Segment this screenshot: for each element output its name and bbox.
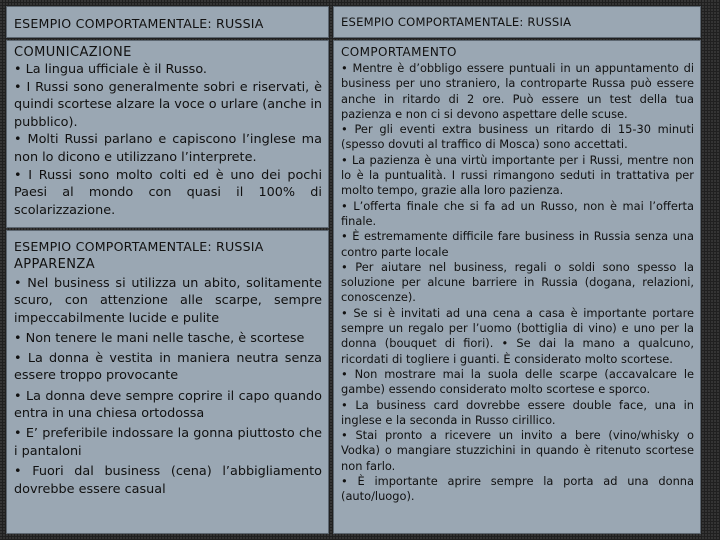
- list-item: • Non tenere le mani nelle tasche, è scortese: [14, 330, 322, 348]
- list-item: • Stai pronto a ricevere un invito a bere (vino/whisky o Vodka) o mangiare stuzzichini in quando è ritenuto scortese non farlo.: [341, 428, 694, 474]
- comportamento-cell: [333, 40, 701, 534]
- list-item: • Per aiutare nel business, regali o soldi sono spesso la soluzione per alcune barriere in Russia (dogana, relazioni, conoscenze).: [341, 260, 694, 306]
- list-item: • Non mostrare mai la suola delle scarpe (accavalcare le gambe) essendo considerato molto scortese e sporco.: [341, 367, 694, 398]
- list-item: • È importante aprire sempre la porta ad una donna (auto/luogo).: [341, 474, 694, 505]
- comportamento-list: [341, 61, 694, 505]
- list-item: • La pazienza è una virtù importante per i Russi, mentre non lo è la puntualità. I russi rimangono seduti in trattativa per molto tempo, grazie alla loro pazienza.: [341, 153, 694, 199]
- list-item: • L’offerta finale che si fa ad un Russo, non è mai l’offerta finale.: [341, 199, 694, 230]
- list-item: • Nel business si utilizza un abito, solitamente scuro, con attenzione alle scarpe, sempre impeccabilmente lucide e pulite: [14, 275, 322, 328]
- list-item: • Fuori dal business (cena) l’abbigliamento dovrebbe essere casual: [14, 463, 322, 498]
- header-cell-left: [6, 6, 329, 38]
- list-item: • La business card dovrebbe essere double face, una in inglese e la seconda in Russo cirillico.: [341, 398, 694, 429]
- list-item: • La lingua ufficiale è il Russo.: [14, 61, 322, 79]
- header-apparenza: ESEMPIO COMPORTAMENTALE: RUSSIA: [14, 239, 264, 254]
- apparenza-list: [14, 275, 322, 499]
- comunicazione-title: COMUNICAZIONE: [14, 45, 132, 60]
- list-item: • È estremamente difficile fare business in Russia senza una contro parte locale: [341, 229, 694, 260]
- list-item: • La donna deve sempre coprire il capo quando entra in una chiesa ortodossa: [14, 388, 322, 423]
- header-right: ESEMPIO COMPORTAMENTALE: RUSSIA: [341, 15, 572, 29]
- list-item: • I Russi sono molto colti ed è uno dei pochi Paesi al mondo con quasi il 100% di scolarizzazione.: [14, 167, 322, 220]
- header-left: ESEMPIO COMPORTAMENTALE: RUSSIA: [14, 16, 264, 31]
- comunicazione-cell: [6, 40, 329, 228]
- apparenza-title: APPARENZA: [14, 257, 96, 272]
- list-item: • Mentre è d’obbligo essere puntuali in un appuntamento di business per uno straniero, la controparte Russa può essere anche in ritardo di 2 ore. Può essere un test della tua pazienza e non ci si devono aspettare delle scuse.: [341, 61, 694, 122]
- list-item: • Molti Russi parlano e capiscono l’inglese ma non lo dicono e utilizzano l’interprete.: [14, 131, 322, 166]
- list-item: • Se si è invitati ad una cena a casa è importante portare sempre un regalo per l’uomo (bottiglia di vino) e uno per la donna (bouquet di fiori). • Se dai la mano a qualcuno, ricordati di togliere i guanti. È considerato molto scortese.: [341, 306, 694, 367]
- comportamento-title: COMPORTAMENTO: [341, 45, 457, 59]
- list-item: • E’ preferibile indossare la gonna piuttosto che i pantaloni: [14, 425, 322, 460]
- header-cell-right: [333, 6, 701, 38]
- list-item: • La donna è vestita in maniera neutra senza essere troppo provocante: [14, 350, 322, 385]
- comunicazione-list: [14, 61, 322, 219]
- apparenza-cell: [6, 230, 329, 534]
- list-item: • Per gli eventi extra business un ritardo di 15-30 minuti (spesso dovuti al traffico di Mosca) sono accettati.: [341, 122, 694, 153]
- list-item: • I Russi sono generalmente sobri e riservati, è quindi scortese alzare la voce o urlare (anche in pubblico).: [14, 79, 322, 132]
